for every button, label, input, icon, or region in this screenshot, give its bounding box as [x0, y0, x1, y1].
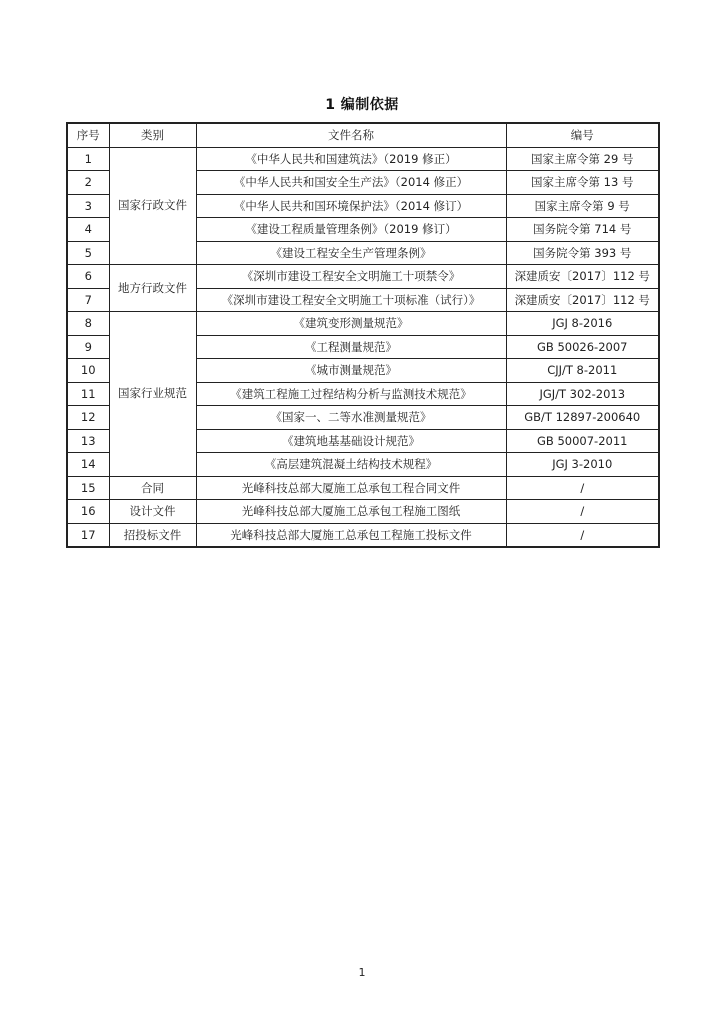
header-no: 序号	[67, 123, 109, 147]
basis-table	[66, 122, 660, 548]
table-row	[67, 523, 659, 547]
row-document-name: 光峰科技总部大厦施工总承包工程施工图纸	[196, 500, 506, 524]
category-cell: 国家行业规范	[109, 312, 196, 477]
row-document-name: 光峰科技总部大厦施工总承包工程合同文件	[196, 476, 506, 500]
row-document-name: 《高层建筑混凝土结构技术规程》	[196, 453, 506, 477]
row-code: 国家主席令第 29 号	[506, 147, 659, 171]
row-document-name: 《中华人民共和国安全生产法》（2014 修正）	[196, 171, 506, 195]
row-no: 10	[67, 359, 109, 383]
row-no: 8	[67, 312, 109, 336]
row-document-name: 《城市测量规范》	[196, 359, 506, 383]
row-no: 15	[67, 476, 109, 500]
row-code: /	[506, 476, 659, 500]
row-no: 16	[67, 500, 109, 524]
row-no: 7	[67, 288, 109, 312]
row-no: 3	[67, 194, 109, 218]
row-document-name: 《工程测量规范》	[196, 335, 506, 359]
header-document-name: 文件名称	[196, 123, 506, 147]
table-row	[67, 500, 659, 524]
row-code: JGJ 8-2016	[506, 312, 659, 336]
category-cell: 合同	[109, 476, 196, 500]
row-code: GB/T 12897-200640	[506, 406, 659, 430]
row-code: GB 50007-2011	[506, 429, 659, 453]
row-code: 深建质安〔2017〕112 号	[506, 288, 659, 312]
row-document-name: 《建设工程安全生产管理条例》	[196, 241, 506, 265]
table-row	[67, 312, 659, 336]
table-row	[67, 147, 659, 171]
row-no: 17	[67, 523, 109, 547]
row-code: 国务院令第 714 号	[506, 218, 659, 242]
row-code: 国家主席令第 13 号	[506, 171, 659, 195]
row-no: 1	[67, 147, 109, 171]
row-no: 4	[67, 218, 109, 242]
category-cell: 地方行政文件	[109, 265, 196, 312]
row-code: 深建质安〔2017〕112 号	[506, 265, 659, 289]
page-number: 1	[358, 966, 366, 979]
row-code: JGJ 3-2010	[506, 453, 659, 477]
row-no: 9	[67, 335, 109, 359]
row-code: CJJ/T 8-2011	[506, 359, 659, 383]
row-code: /	[506, 500, 659, 524]
category-cell: 设计文件	[109, 500, 196, 524]
row-code: 国家主席令第 9 号	[506, 194, 659, 218]
row-no: 13	[67, 429, 109, 453]
table-row	[67, 265, 659, 289]
row-document-name: 《建设工程质量管理条例》（2019 修订）	[196, 218, 506, 242]
category-cell: 国家行政文件	[109, 147, 196, 265]
row-code: 国务院令第 393 号	[506, 241, 659, 265]
header-code: 编号	[506, 123, 659, 147]
row-document-name: 《国家一、二等水准测量规范》	[196, 406, 506, 430]
row-code: GB 50026-2007	[506, 335, 659, 359]
row-no: 2	[67, 171, 109, 195]
row-no: 12	[67, 406, 109, 430]
row-document-name: 《深圳市建设工程安全文明施工十项标准（试行）》	[196, 288, 506, 312]
table-row	[67, 476, 659, 500]
row-code: JGJ/T 302-2013	[506, 382, 659, 406]
row-no: 5	[67, 241, 109, 265]
row-document-name: 《建筑工程施工过程结构分析与监测技术规范》	[196, 382, 506, 406]
row-code: /	[506, 523, 659, 547]
section-title: 1 编制依据	[325, 97, 399, 113]
row-document-name: 《建筑地基基础设计规范》	[196, 429, 506, 453]
row-no: 6	[67, 265, 109, 289]
header-category: 类别	[109, 123, 196, 147]
row-document-name: 《深圳市建设工程安全文明施工十项禁令》	[196, 265, 506, 289]
row-document-name: 《中华人民共和国建筑法》（2019 修正）	[196, 147, 506, 171]
row-document-name: 《中华人民共和国环境保护法》（2014 修订）	[196, 194, 506, 218]
row-document-name: 《建筑变形测量规范》	[196, 312, 506, 336]
row-no: 14	[67, 453, 109, 477]
row-document-name: 光峰科技总部大厦施工总承包工程施工投标文件	[196, 523, 506, 547]
row-no: 11	[67, 382, 109, 406]
table-header-row	[67, 123, 659, 147]
category-cell: 招投标文件	[109, 523, 196, 547]
